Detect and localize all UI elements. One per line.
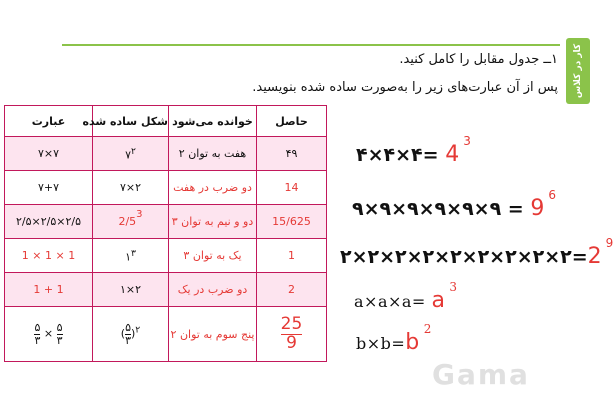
badge-label: کار در کلاس (573, 43, 584, 99)
equation-lhs: ۴×۴×۴= (356, 144, 439, 166)
result-fraction (280, 313, 303, 353)
answer-base: 4 (445, 142, 460, 167)
cell-read: دو ضرب در هفت (169, 171, 257, 205)
equation-row (352, 188, 556, 221)
cell-simplified (93, 137, 169, 171)
table-row (5, 137, 327, 171)
answer-base: 2 (587, 244, 602, 269)
fraction-denominator: ۳ (56, 333, 63, 347)
cell-result (257, 307, 327, 362)
simplified-exponent: 3 (136, 209, 143, 220)
cell-read: پنج سوم به توان ۲ (169, 307, 257, 362)
fraction-numerator: 25 (280, 313, 303, 334)
cell-simplified (93, 205, 169, 239)
top-divider (62, 44, 560, 46)
equation-lhs: a×a×a= (354, 292, 426, 311)
cell-expression: ۲/۵×۲/۵×۲/۵ (5, 205, 93, 239)
cell-expression (5, 307, 93, 362)
answer-exponent: 3 (449, 280, 458, 294)
cell-simplified: ۲×۱ (93, 273, 169, 307)
table-row (5, 307, 327, 362)
equation-row (356, 134, 471, 167)
equation-row (356, 322, 432, 355)
instruction-line-1: ۱ــ جدول مقابل را کامل کنید. (399, 52, 558, 67)
answer-base: b (405, 330, 420, 355)
cell-expression: 1 × 1 × 1 (5, 239, 93, 273)
fraction-denominator: ۳ (125, 333, 131, 347)
cell-read: دو ضرب در یک (169, 273, 257, 307)
exponent-table (4, 105, 327, 362)
simplified-base: ۷ (125, 148, 131, 162)
expression-fraction-left (34, 322, 40, 346)
multiply-sign: × (43, 327, 54, 340)
cell-result: 1 (257, 239, 327, 273)
cell-simplified (93, 239, 169, 273)
simplified-exponent: ۲ (131, 145, 136, 157)
answer-exponent: 9 (605, 236, 613, 250)
header-simplified: شکل ساده شده (93, 106, 169, 137)
header-expression: عبارت (5, 106, 93, 137)
cell-simplified: ( $\frac{۵}{۳}$ )$^۲$ (93, 307, 169, 362)
table-header-row (5, 106, 327, 137)
answer-exponent: 2 (423, 322, 432, 336)
table-row (5, 239, 327, 273)
cell-read: دو و نیم به توان ۳ (169, 205, 257, 239)
equation-lhs: b×b= (356, 334, 406, 353)
cell-expression: ۷×۷ (5, 137, 93, 171)
fraction-numerator: ۵ (34, 320, 41, 334)
cell-result: 14 (257, 171, 327, 205)
equation-row (340, 236, 613, 269)
table-row (5, 273, 327, 307)
simplified-exponent: ۲ (135, 324, 141, 336)
answer-exponent: 6 (548, 188, 556, 202)
cell-result: 2 (257, 273, 327, 307)
cell-read: هفت به توان ۲ (169, 137, 257, 171)
answer-base: 9 (530, 196, 545, 221)
cell-simplified: ۲×۷ (93, 171, 169, 205)
equation-row (354, 280, 458, 313)
header-result: حاصل (257, 106, 327, 137)
cell-expression: 1 + 1 (5, 273, 93, 307)
cell-result: 15/625 (257, 205, 327, 239)
table-row (5, 171, 327, 205)
fraction-denominator: 9 (286, 332, 297, 353)
simplified-base: ۱ (125, 250, 131, 264)
cell-read: یک به توان ۳ (169, 239, 257, 273)
expression-fraction-right (57, 322, 63, 346)
simplified-fraction (125, 322, 131, 346)
cell-result: ۴۹ (257, 137, 327, 171)
section-badge (566, 38, 590, 104)
watermark-logo: Gama (432, 358, 530, 391)
simplified-exponent: ۳ (131, 247, 136, 259)
equation-lhs: ۹×۹×۹×۹×۹×۹ = (352, 198, 524, 220)
header-read: خوانده می‌شود (169, 106, 257, 137)
fraction-numerator: ۵ (56, 320, 63, 334)
fraction-denominator: ۳ (34, 333, 41, 347)
table-row (5, 205, 327, 239)
instruction-line-2: پس از آن عبارت‌های زیر را به‌صورت ساده شده بنویسید. (252, 80, 558, 95)
answer-exponent: 3 (463, 134, 471, 148)
fraction-numerator: ۵ (125, 320, 131, 334)
equation-lhs: ۲×۲×۲×۲×۲×۲×۲×۲×۲= (340, 246, 588, 268)
simplified-base: 2/5 (118, 215, 137, 228)
answer-base: a (431, 288, 446, 313)
cell-expression: ۷+۷ (5, 171, 93, 205)
